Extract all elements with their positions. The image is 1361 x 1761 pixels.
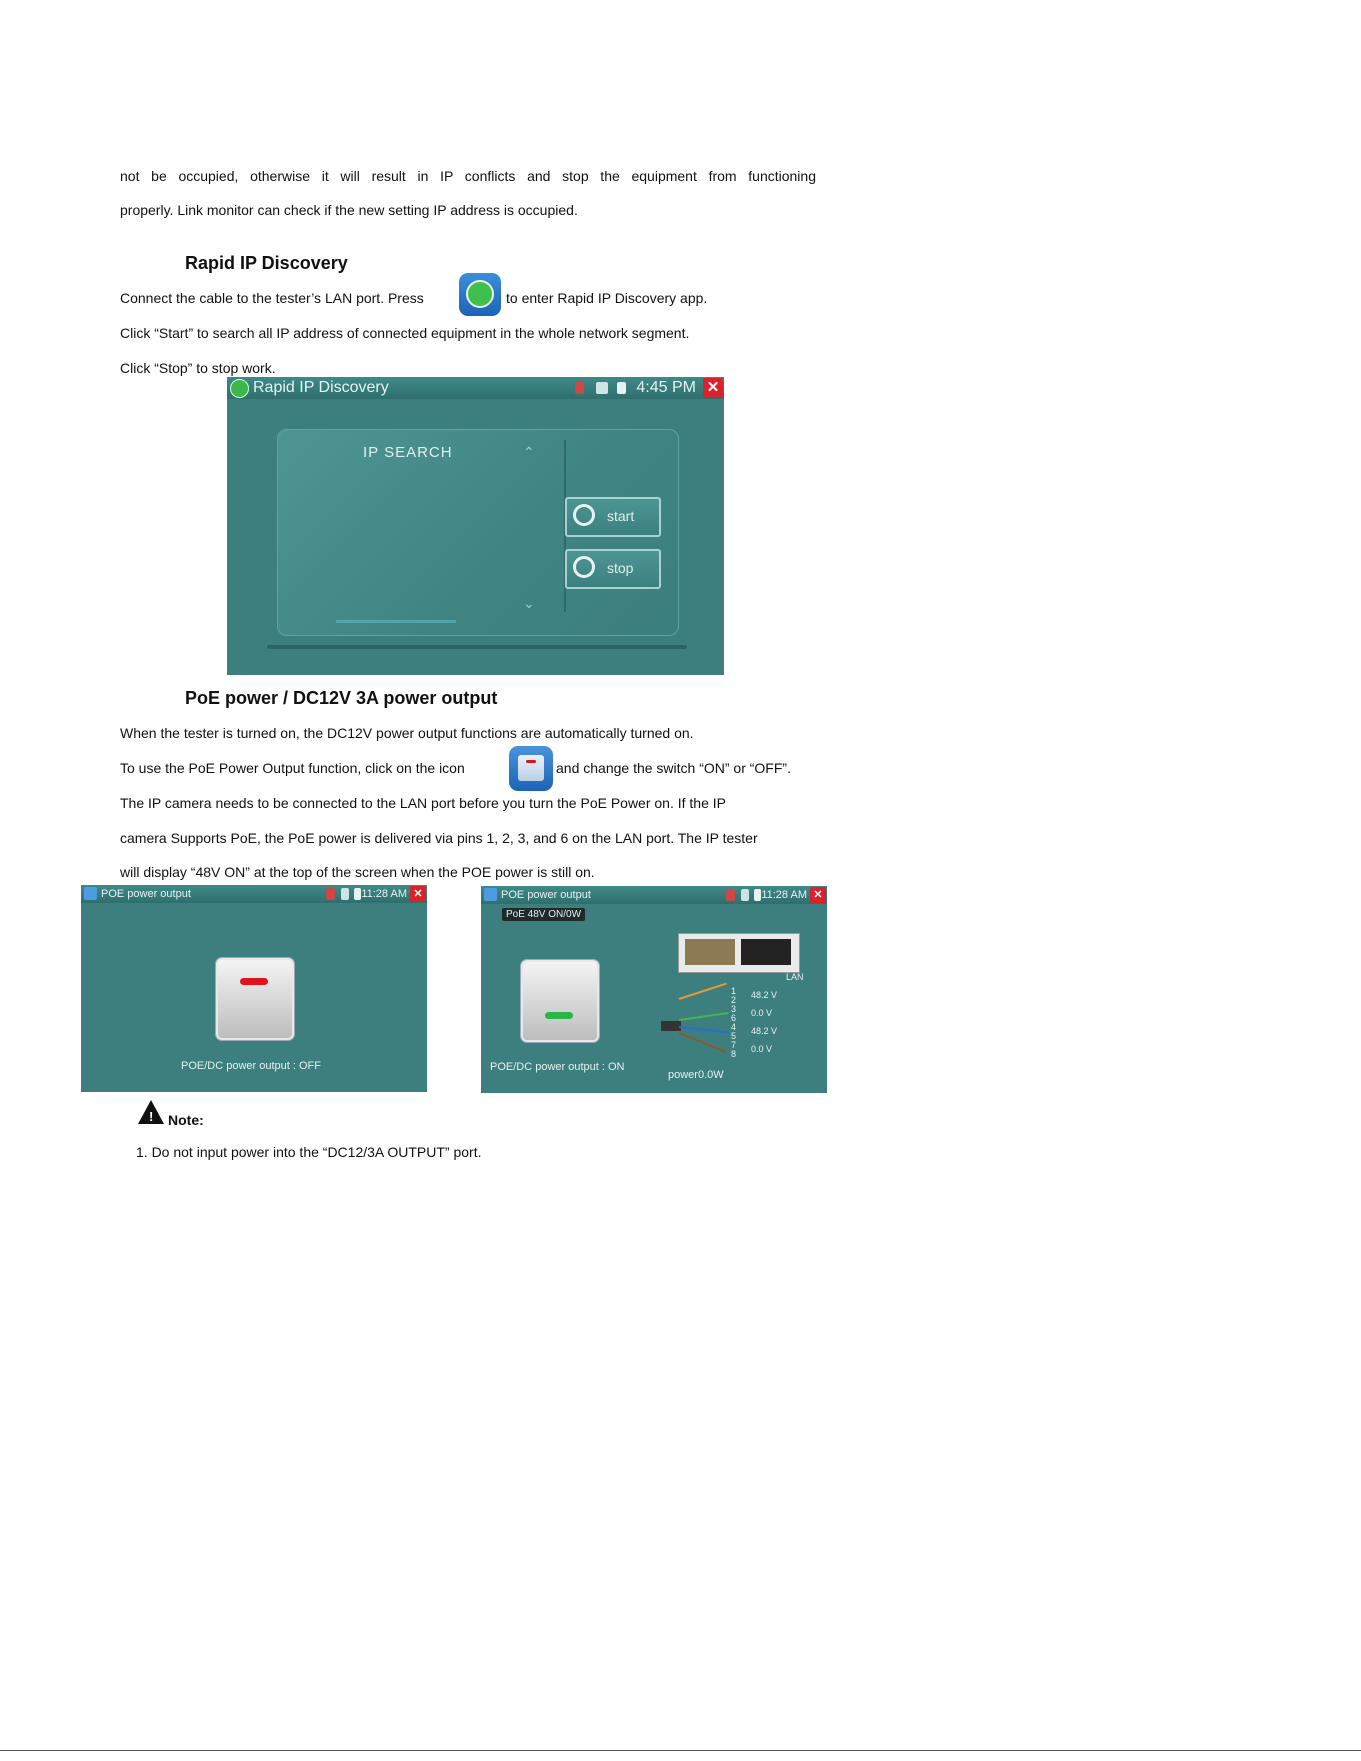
battery-icon [354,888,361,900]
battery-icon [617,382,626,394]
record-icon [726,889,735,901]
rapid-line-1-start: Connect the cable to the tester’s LAN port. Press [120,290,424,306]
rapid-line-3: Click “Stop” to stop work. [120,360,276,376]
intro-line-1: not be occupied, otherwise it will result in IP conflicts and stop the equipment from functioning [120,168,816,184]
rj45-port-right [741,939,791,965]
warning-icon-mark: ! [149,1109,154,1124]
battery-icon [754,889,761,901]
rapid-screen-title: Rapid IP Discovery [253,379,389,396]
wire-brown [679,1032,726,1053]
poe-line-4: camera Supports PoE, the PoE power is delivered via pins 1, 2, 3, and 6 on the LAN port. The IP tester [120,830,758,846]
pin-4: 4 [731,1022,737,1032]
poe-off-screen [81,885,427,1092]
rapid-screen-titlebar [227,377,724,399]
pin-2: 2 [731,995,737,1005]
wire-green [679,1012,729,1021]
lan-port-block [678,933,800,973]
power-readout: power0.0W [668,1069,724,1081]
switch-led-on [545,1012,573,1019]
pin-3: 3 [731,1004,737,1014]
rapid-screen-time: 4:45 PM [636,379,696,396]
poe-on-time: 11:28 AM [761,889,807,901]
stop-button[interactable] [565,549,661,589]
wifi-icon [341,888,349,900]
poe-48v-badge: PoE 48V ON/0W [502,908,585,921]
close-icon[interactable]: ✕ [810,887,826,903]
pin-6: 6 [731,1013,737,1023]
close-icon[interactable]: ✕ [410,886,426,902]
poe-off-title: POE power output [101,888,191,900]
poe-line-2-end: and change the switch “ON” or “OFF”. [556,760,791,776]
start-button[interactable] [565,497,661,537]
poe-app-icon [509,746,553,791]
cable-plug [661,1021,681,1031]
poe-line-2-start: To use the PoE Power Output function, click on the icon [120,760,465,776]
stop-label: stop [607,560,634,576]
poe-heading: PoE power / DC12V 3A power output [185,688,498,708]
poe-off-titlebar [81,885,427,903]
pin-7: 7 [731,1040,737,1050]
note-item-1: 1. Do not input power into the “DC12/3A OUTPUT” port. [136,1144,482,1160]
wire-orange [679,983,727,1000]
pin-5: 5 [731,1031,737,1041]
poe-app-small-icon [84,887,97,900]
rapid-ip-screen [227,377,724,675]
intro-line-2: properly. Link monitor can check if the new setting IP address is occupied. [120,202,578,218]
pin-8: 8 [731,1049,737,1059]
scroll-down-icon[interactable]: ⌄ [523,595,535,611]
stop-icon [573,556,595,578]
rapid-line-2: Click “Start” to search all IP address of connected equipment in the whole network segment. [120,325,690,341]
rapid-ip-heading: Rapid IP Discovery [185,253,348,273]
voltage-pair-4: 0.0 V [751,1044,773,1054]
poe-line-5: will display “48V ON” at the top of the screen when the POE power is still on. [120,864,595,880]
voltage-pair-1: 48.2 V [751,990,778,1000]
rj45-port-left [685,939,735,965]
record-icon [575,382,584,394]
scroll-up-icon[interactable]: ⌃ [523,444,535,460]
lan-label: LAN [786,972,804,982]
poe-on-screen [481,886,827,1093]
poe-off-status: POE/DC power output : OFF [181,1060,321,1072]
poe-on-title: POE power output [501,889,591,901]
search-progress-bar [336,620,456,623]
voltage-pair-2: 0.0 V [751,1008,773,1018]
wifi-icon [741,889,749,901]
rapid-ip-app-icon [459,273,501,316]
wire-blue [679,1026,729,1033]
network-icon [596,382,608,394]
poe-app-small-icon [484,888,497,901]
poe-line-1: When the tester is turned on, the DC12V power output functions are automatically turned on. [120,725,694,741]
switch-led-off [240,978,268,985]
rapid-app-icon [230,379,249,398]
rapid-line-1-end: to enter Rapid IP Discovery app. [506,290,708,306]
search-icon [573,504,595,526]
poe-switch-off[interactable] [216,958,294,1040]
poe-line-3: The IP camera needs to be connected to the LAN port before you turn the PoE Power on. If the IP [120,795,726,811]
ip-search-title: IP SEARCH [363,444,453,461]
record-icon [326,888,335,900]
close-icon[interactable]: ✕ [703,378,723,398]
voltage-pair-3: 48.2 V [751,1026,778,1036]
poe-on-titlebar [481,886,827,904]
poe-off-time: 11:28 AM [361,888,407,900]
note-label: Note: [168,1112,204,1128]
start-label: start [607,508,635,524]
poe-on-status: POE/DC power output : ON [490,1061,625,1073]
pin-1: 1 [731,986,737,996]
footer-rule [0,1750,1361,1751]
panel-shelf [267,645,687,649]
poe-switch-on[interactable] [521,960,599,1042]
